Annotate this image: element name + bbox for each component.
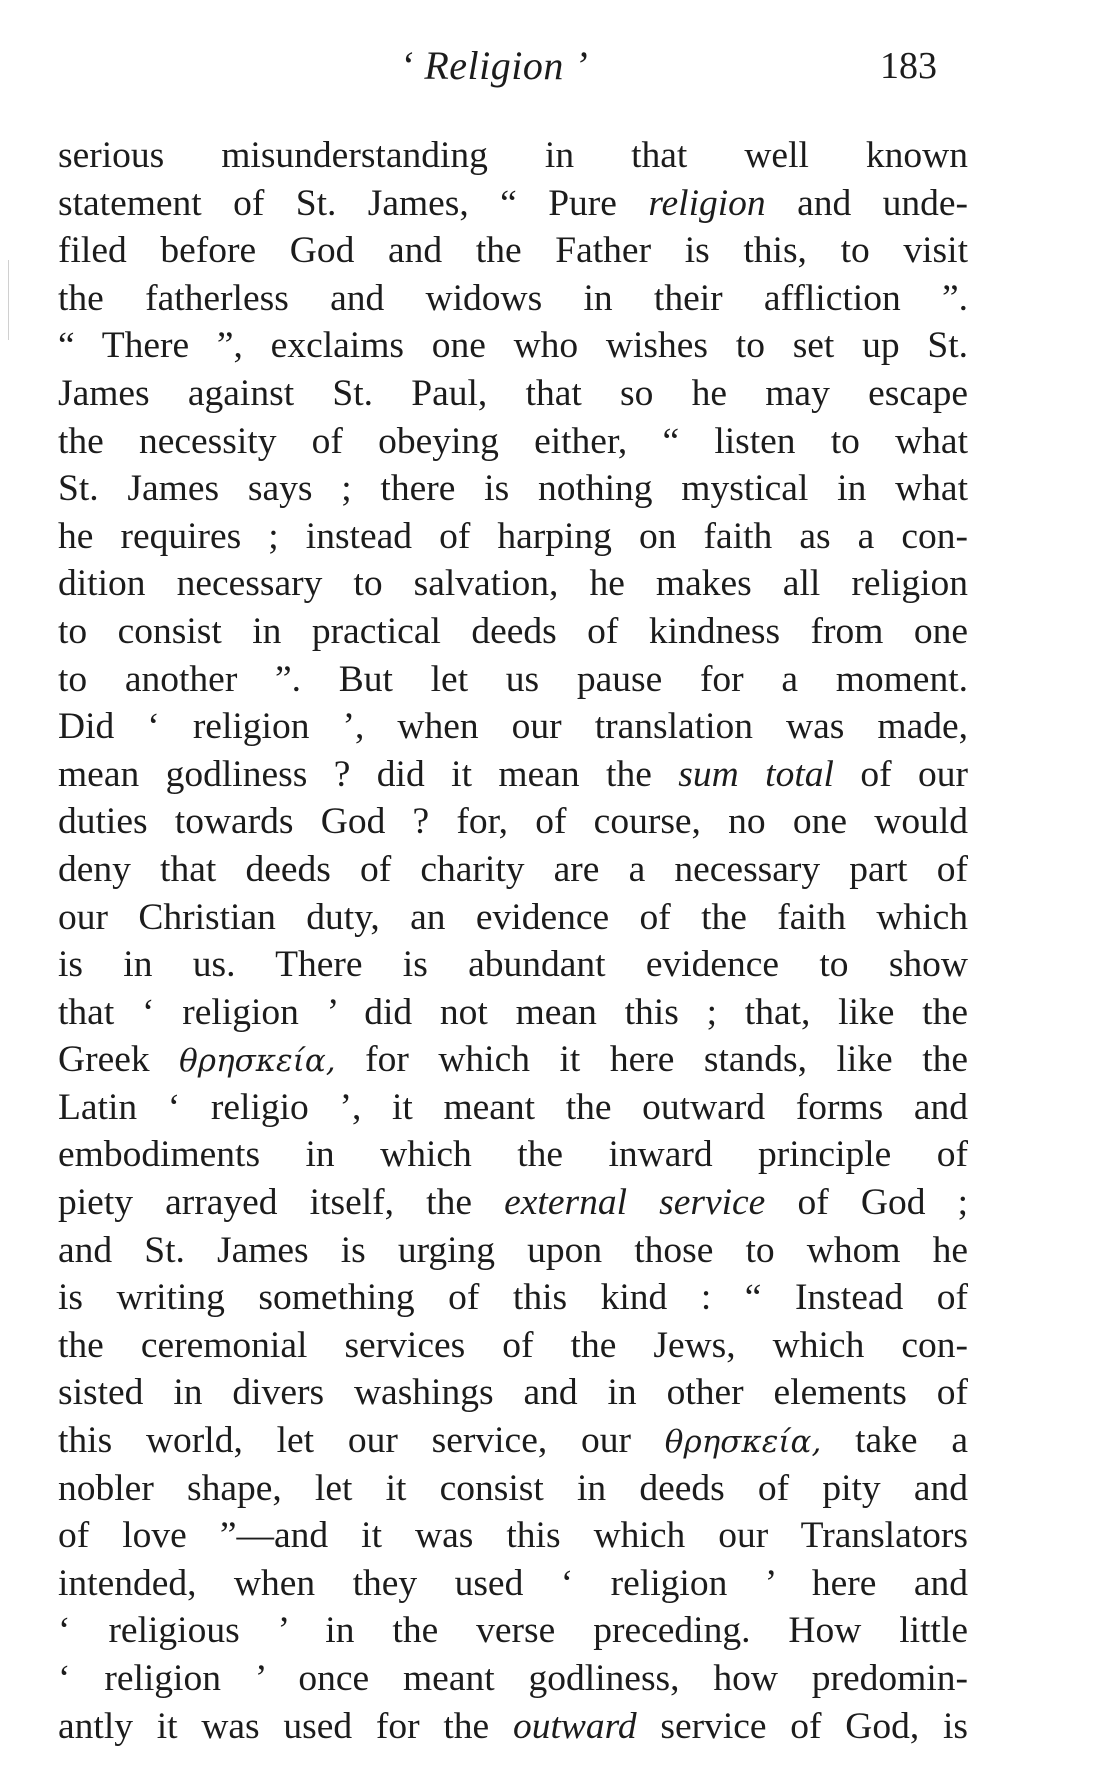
text-line: the necessity of obeying either, “ listen to what	[58, 420, 968, 462]
page-header	[0, 42, 1104, 102]
text-line: duties towards God ? for, of course, no one would	[58, 801, 968, 843]
text-line	[58, 1179, 968, 1227]
text-line: filed before God and the Father is this, to visit	[58, 230, 968, 272]
text-line: of love ”—and it was this which our Translators	[58, 1515, 968, 1557]
text-line: is in us. There is abundant evidence to show	[58, 944, 968, 986]
italic-phrase: external service	[504, 1182, 766, 1224]
text-line: serious misunderstanding in that well known	[58, 135, 968, 176]
italic-phrase: sum total	[678, 753, 834, 795]
text-line: St. James says ; there is nothing mystical in what	[58, 468, 968, 510]
text-line: our Christian duty, an evidence of the faith which	[58, 896, 968, 938]
text-line	[58, 180, 968, 228]
text-line: embodiments in which the inward principle of	[58, 1134, 968, 1176]
text-line: deny that deeds of charity are a necessary part of	[58, 848, 968, 890]
text-line: Latin ‘ religio ’, it meant the outward forms and	[58, 1086, 968, 1128]
text-line: dition necessary to salvation, he makes all religion	[58, 563, 968, 605]
text-line: that ‘ religion ’ did not mean this ; that, like the	[58, 991, 968, 1033]
text-segment: Greek	[58, 1039, 180, 1081]
text-line	[58, 1036, 968, 1084]
text-line: “ There ”, exclaims one who wishes to set up St.	[58, 325, 968, 367]
body-text	[58, 132, 968, 1750]
text-line	[58, 1417, 968, 1465]
text-segment: piety arrayed itself, the	[58, 1182, 505, 1224]
text-line: sisted in divers washings and in other elements of	[58, 1372, 968, 1414]
text-line: intended, when they used ‘ religion ’ here and	[58, 1562, 968, 1604]
italic-phrase: religion	[648, 182, 766, 224]
running-head: ‘ Religion ’	[400, 43, 589, 88]
text-line: ‘ religion ’ once meant godliness, how predomin-	[58, 1658, 968, 1699]
greek-word: θρησκεία,	[664, 1424, 822, 1461]
text-line: Did ‘ religion ’, when our translation was made,	[58, 706, 968, 748]
text-segment: mean godliness ? did it mean the	[58, 753, 679, 795]
text-line: is writing something of this kind : “ Instead of	[58, 1277, 968, 1319]
text-segment: this world, let our service, our	[58, 1420, 665, 1462]
text-line: James against St. Paul, that so he may escape	[58, 372, 968, 414]
text-line: to another ”. But let us pause for a moment.	[58, 658, 968, 700]
text-segment: for which it here stands, like the	[335, 1039, 969, 1081]
text-segment: and unde-	[765, 182, 968, 224]
text-segment: antly it was used for the	[58, 1705, 513, 1747]
text-line	[58, 751, 968, 799]
greek-word: θρησκεία,	[179, 1043, 336, 1080]
italic-phrase: outward	[512, 1705, 637, 1747]
page-edge-mark	[8, 260, 9, 340]
text-segment: service of God, is	[636, 1705, 969, 1747]
text-segment: statement of St. James, “ Pure	[58, 182, 649, 224]
text-segment: of our	[833, 753, 968, 795]
text-segment: take a	[821, 1420, 969, 1462]
text-line: and St. James is urging upon those to whom he	[58, 1229, 968, 1271]
text-line: the fatherless and widows in their affliction ”.	[58, 277, 968, 319]
page-number: 183	[880, 45, 937, 87]
text-line: ‘ religious ’ in the verse preceding. How little	[58, 1610, 968, 1652]
text-line	[58, 1703, 968, 1751]
text-line: nobler shape, let it consist in deeds of pity and	[58, 1467, 968, 1509]
text-line: to consist in practical deeds of kindness from one	[58, 610, 968, 652]
text-segment: of God ;	[765, 1182, 969, 1224]
text-line: he requires ; instead of harping on faith as a con-	[58, 515, 968, 557]
text-line: the ceremonial services of the Jews, which con-	[58, 1324, 968, 1366]
